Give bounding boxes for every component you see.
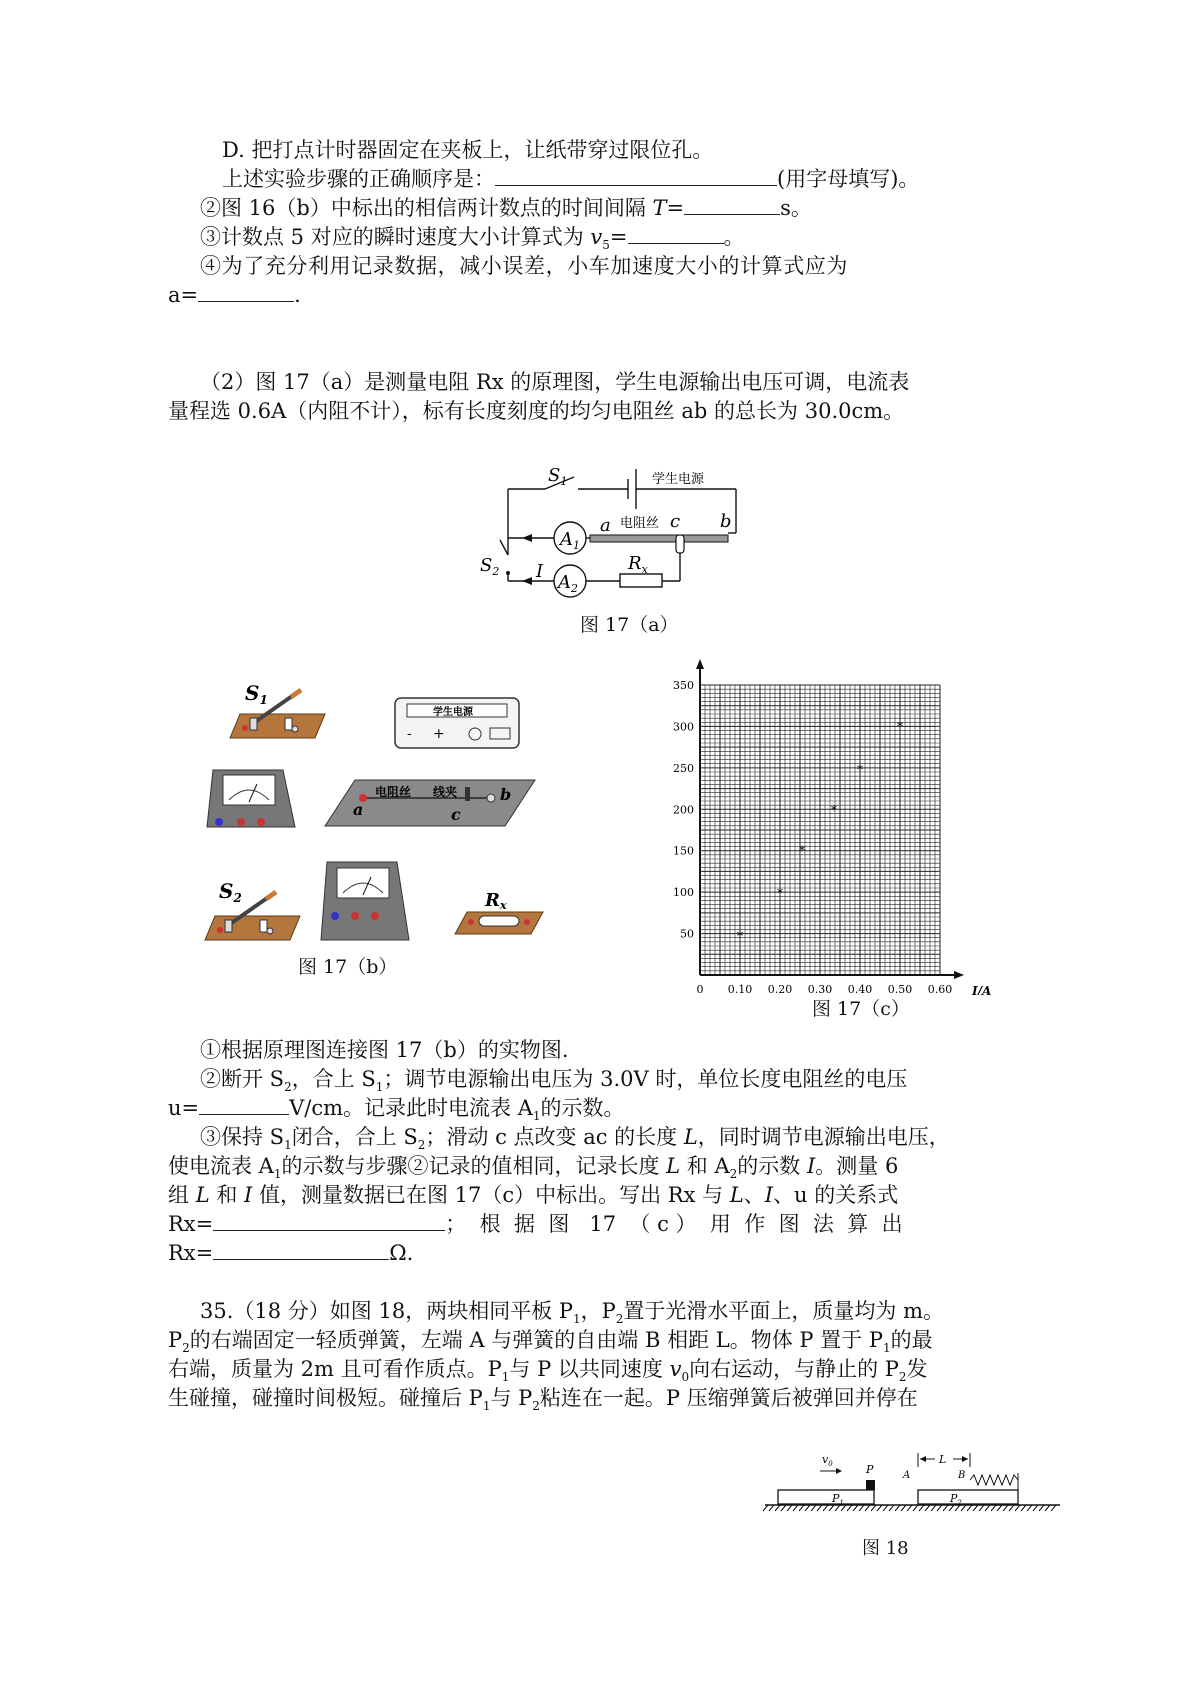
- plate-p1: [778, 1490, 874, 1504]
- x-tick-label: 0: [696, 983, 704, 995]
- caption-17c: 图 17（c）: [812, 998, 910, 1020]
- svg-text:P1: $P_1$: [832, 1492, 844, 1507]
- y-tick-label: 150: [673, 844, 694, 858]
- caption-17b: 图 17（b）: [298, 956, 398, 978]
- svg-text:-: -: [407, 726, 412, 742]
- x-tick-label: 0.40: [847, 983, 873, 995]
- svg-text:A: A: [903, 1470, 911, 1481]
- part2-q3-line3: 组 L 和 I 值，测量数据已在图 17（c）中标出。写出 Rx 与 L、I、u 的关系式: [168, 1183, 899, 1207]
- circuit-diagram-17a: [470, 455, 760, 605]
- q35-line1: 35.（18 分）如图 18，两块相同平板 $P_1$，$P_2$置于光滑水平面上，质量均为 m。: [200, 1299, 945, 1327]
- plate-p2: [918, 1490, 1018, 1504]
- svg-text:B: B: [958, 1470, 966, 1481]
- y-axis-arrow: [696, 659, 704, 669]
- ammeter-a1-device: [207, 770, 295, 827]
- step-d: D. 把打点计时器固定在夹板上，让纸带穿过限位孔。: [222, 138, 714, 162]
- part2-q2-line2: u= V/cm。记录此时电流表 $A_1$的示数。: [168, 1096, 625, 1124]
- current-arrow-a1: [522, 534, 532, 542]
- part2-q3-line1: ③保持 $S_1$闭合，合上 $S_2$；滑动 c 点改变 ac 的长度 L，同时调节电源输出电压，: [200, 1125, 950, 1153]
- q35-line4: 生碰撞，碰撞时间极短。碰撞后 $P_1$与 $P_2$粘连在一起。P 压缩弹簧后被弹回并停在: [168, 1386, 918, 1414]
- question-2-interval: ②图 16（b）中标出的相信两计数点的时间间隔 T= s。: [200, 196, 812, 220]
- x-tick-label: 0.20: [767, 983, 793, 995]
- label-rx: $R_x$: [628, 553, 648, 576]
- part2-intro-line1: （2）图 17（a）是测量电阻 Rx 的原理图，学生电源输出电压可调，电流表: [200, 370, 910, 394]
- switch-s2-board: [205, 879, 300, 940]
- answer-blank-a[interactable]: [198, 281, 294, 302]
- data-point: *: [897, 719, 903, 734]
- question-3-velocity: ③计数点 5 对应的瞬时速度大小计算式为 $v_5=$ 。: [200, 225, 745, 253]
- data-point: *: [831, 803, 837, 818]
- data-point: *: [799, 843, 805, 858]
- switch-s2-lever: [500, 540, 508, 555]
- data-point: *: [857, 762, 863, 777]
- part2-q3-line5: Rx= Ω.: [168, 1241, 414, 1265]
- svg-text:S2: $S_2$: [219, 879, 242, 905]
- label-power-source: 学生电源: [652, 472, 705, 487]
- scatter-chart-17c: [660, 655, 995, 995]
- label-current-i: I: [536, 561, 544, 582]
- switch-s1-board: [230, 681, 325, 738]
- svg-text:S1: $S_1$: [245, 681, 268, 707]
- spring: [970, 1475, 1018, 1485]
- svg-text:c: c: [451, 805, 461, 824]
- answer-blank-order[interactable]: [495, 165, 777, 186]
- data-point: *: [737, 929, 743, 944]
- svg-text:b: b: [500, 785, 512, 804]
- block-p: [866, 1480, 875, 1490]
- answer-blank-u[interactable]: [199, 1094, 289, 1115]
- data-point: *: [777, 885, 783, 900]
- q35-line3: 右端，质量为 2m 且可看作质点。$P_1$与 P 以共同速度 $v_0$向右运动，与静止的 $P_2$发: [168, 1357, 928, 1385]
- x-tick-label: 0.50: [887, 983, 913, 995]
- svg-text:P: P: [866, 1463, 874, 1476]
- y-tick-label: 350: [673, 679, 694, 692]
- y-tick-label: 100: [673, 886, 694, 900]
- svg-text:P2: $P_2$: [950, 1492, 962, 1507]
- svg-text:电阻丝: 电阻丝: [375, 785, 412, 799]
- figure-18-diagram: [760, 1445, 1070, 1515]
- order-question: 上述实验步骤的正确顺序是： (用字母填写)。: [222, 167, 920, 191]
- power-supply-box: [395, 698, 519, 748]
- question-4-line1: ④为了充分利用记录数据，减小误差，小车加速度大小的计算式应为: [200, 254, 848, 278]
- resistance-wire-board: [325, 780, 535, 826]
- svg-text:Rx: Rx: [485, 890, 507, 912]
- label-a1: $A_1$: [560, 529, 580, 552]
- svg-text:线夹: 线夹: [433, 785, 458, 799]
- resistor-rx-board: [455, 890, 543, 934]
- part2-q3-line4: Rx= ； 根 据 图 17 （ c ） 用 作 图 法 算 出: [168, 1212, 903, 1236]
- caption-18: 图 18: [862, 1538, 909, 1559]
- answer-blank-v5[interactable]: [628, 223, 724, 244]
- x-tick-label: 0.60: [927, 983, 953, 995]
- label-s2: $S_2$: [480, 555, 500, 578]
- y-tick-label: 50: [680, 927, 694, 941]
- part2-q1: ①根据原理图连接图 17（b）的实物图.: [200, 1038, 569, 1062]
- answer-blank-rx-formula[interactable]: [213, 1210, 445, 1231]
- slider-c: [676, 535, 684, 553]
- label-a2: $A_2$: [558, 572, 578, 595]
- svg-text:+: +: [433, 726, 445, 742]
- label-wire: 电阻丝: [620, 516, 660, 531]
- svg-text:L: L: [939, 1453, 947, 1466]
- label-s1: $S_1$: [548, 465, 568, 488]
- answer-blank-rx-value[interactable]: [213, 1239, 389, 1260]
- y-tick-label: 200: [673, 803, 694, 817]
- label-a: a: [600, 515, 611, 536]
- label-b: b: [720, 511, 732, 532]
- chart-grid: [700, 685, 940, 975]
- x-tick-label: 0.10: [727, 983, 753, 995]
- svg-text:学生电源: 学生电源: [433, 707, 473, 718]
- label-c: c: [670, 511, 681, 532]
- answer-blank-T[interactable]: [684, 194, 780, 215]
- x-tick-label: 0.30: [807, 983, 833, 995]
- part2-q2-line1: ②断开 $S_2$，合上 $S_1$；调节电源输出电压为 3.0V 时，单位长度电阻丝的电压: [200, 1067, 908, 1095]
- svg-text:a: a: [353, 800, 364, 819]
- x-axis-label: I/A: [972, 984, 992, 995]
- ammeter-a2-device: [321, 862, 409, 940]
- q35-line2: $P_2$的右端固定一轻质弹簧，左端 A 与弹簧的自由端 B 相距 L。物体 P 置于 $P_1$的最: [168, 1328, 933, 1356]
- x-axis-arrow: [954, 971, 964, 979]
- current-arrow-a2: [522, 577, 532, 585]
- svg-text:v0: $v_0$: [822, 1453, 833, 1468]
- apparatus-figure-17b: [195, 672, 555, 952]
- part2-intro-line2: 量程选 0.6A（内阻不计），标有长度刻度的均匀电阻丝 ab 的总长为 30.0cm。: [168, 399, 905, 423]
- question-4-line2: a= .: [168, 283, 301, 307]
- y-tick-label: 250: [673, 761, 694, 775]
- part2-q3-line2: 使电流表 $A_1$的示数与步骤②记录的值相同，记录长度 L 和 $A_2$的示数 I。测量 6: [168, 1154, 899, 1182]
- caption-17a: 图 17（a）: [580, 614, 679, 636]
- resistance-wire-ab: [590, 535, 728, 542]
- y-tick-label: 300: [673, 720, 694, 734]
